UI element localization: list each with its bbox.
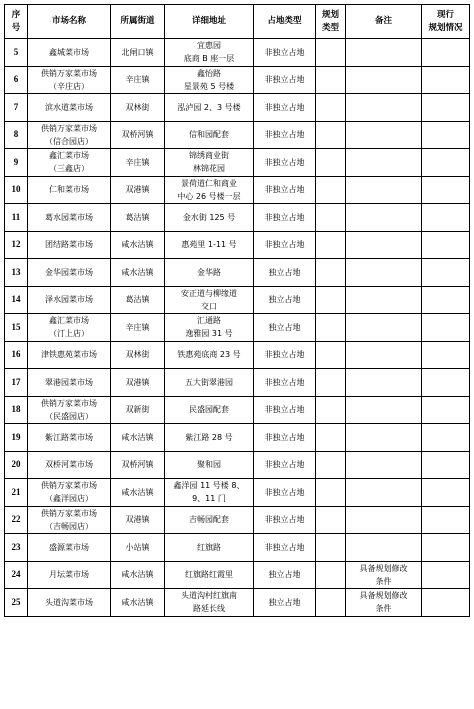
header-row [5,5,470,39]
cell-address: 惠苑里 1-11 号 [165,231,254,259]
table-row [5,259,470,287]
header-name: 市场名称 [28,5,111,39]
cell-address: 宜惠园 底商 B 座一层 [165,39,254,67]
cell-planning-type [316,341,346,369]
cell-seq: 15 [5,314,28,342]
cell-planning-type [316,561,346,589]
cell-address: 聚和园 [165,451,254,479]
cell-planning-type [316,231,346,259]
cell-seq: 9 [5,149,28,177]
cell-note [346,424,422,452]
cell-market-name: 滨水道菜市场 [28,94,111,122]
table-row [5,396,470,424]
table-row [5,589,470,617]
cell-current-status [422,94,470,122]
cell-note: 具备规划修改 条件 [346,561,422,589]
cell-address: 安正道与柳缘道 交口 [165,286,254,314]
table-row [5,176,470,204]
cell-address: 铁惠苑底商 23 号 [165,341,254,369]
cell-address: 吉畅园配套 [165,506,254,534]
cell-current-status [422,369,470,397]
table-row [5,506,470,534]
table-row [5,561,470,589]
cell-seq: 18 [5,396,28,424]
table-row [5,286,470,314]
cell-address: 金华路 [165,259,254,287]
cell-land-type: 非独立占地 [254,121,316,149]
table-row [5,39,470,67]
cell-current-status [422,341,470,369]
cell-note [346,149,422,177]
cell-planning-type [316,149,346,177]
cell-seq: 12 [5,231,28,259]
cell-seq: 19 [5,424,28,452]
cell-market-name: 头道沟菜市场 [28,589,111,617]
cell-address: 信和园配套 [165,121,254,149]
cell-street: 咸水沽镇 [111,231,165,259]
cell-market-name: 供销万家菜市场 （鑫洋园店） [28,479,111,507]
cell-seq: 23 [5,534,28,562]
cell-street: 双林街 [111,94,165,122]
cell-planning-type [316,66,346,94]
cell-street: 葛沽镇 [111,286,165,314]
cell-seq: 20 [5,451,28,479]
cell-seq: 6 [5,66,28,94]
cell-market-name: 葛水园菜市场 [28,204,111,232]
cell-planning-type [316,259,346,287]
table-row [5,94,470,122]
cell-seq: 24 [5,561,28,589]
table-row [5,149,470,177]
cell-note [346,506,422,534]
cell-planning-type [316,286,346,314]
cell-current-status [422,589,470,617]
table-row [5,314,470,342]
cell-current-status [422,451,470,479]
cell-street: 双港镇 [111,176,165,204]
cell-street: 双港镇 [111,506,165,534]
cell-seq: 21 [5,479,28,507]
cell-seq: 8 [5,121,28,149]
cell-current-status [422,424,470,452]
cell-street: 咸水沽镇 [111,589,165,617]
cell-address: 民盛园配套 [165,396,254,424]
cell-street: 北闸口镇 [111,39,165,67]
cell-seq: 13 [5,259,28,287]
cell-market-name: 鑫汇菜市场 （汀上店） [28,314,111,342]
table-row [5,231,470,259]
table-row [5,451,470,479]
cell-market-name: 仁和菜市场 [28,176,111,204]
cell-address: 泓泸园 2、3 号楼 [165,94,254,122]
cell-current-status [422,39,470,67]
cell-market-name: 翠港园菜市场 [28,369,111,397]
cell-current-status [422,396,470,424]
cell-planning-type [316,506,346,534]
cell-address: 金水街 125 号 [165,204,254,232]
header-planning-type: 规划 类型 [316,5,346,39]
market-table-container [4,4,470,617]
cell-market-name: 团结路菜市场 [28,231,111,259]
cell-seq: 11 [5,204,28,232]
cell-planning-type [316,39,346,67]
cell-note [346,341,422,369]
cell-street: 双桥河镇 [111,121,165,149]
cell-address: 景荷道仁和商业 中心 26 号楼一层 [165,176,254,204]
cell-current-status [422,534,470,562]
header-current-status: 现行 规划情况 [422,5,470,39]
cell-note [346,479,422,507]
cell-market-name: 供销万家菜市场 （辛庄店） [28,66,111,94]
cell-current-status [422,314,470,342]
table-row [5,341,470,369]
cell-current-status [422,176,470,204]
cell-note [346,39,422,67]
table-row [5,369,470,397]
cell-planning-type [316,534,346,562]
cell-street: 葛沽镇 [111,204,165,232]
cell-land-type: 非独立占地 [254,534,316,562]
cell-current-status [422,149,470,177]
cell-current-status [422,121,470,149]
cell-planning-type [316,589,346,617]
cell-address: 红旗路红霞里 [165,561,254,589]
cell-market-name: 供销万家菜市场 （信合园店） [28,121,111,149]
cell-planning-type [316,451,346,479]
cell-land-type: 非独立占地 [254,341,316,369]
cell-land-type: 非独立占地 [254,94,316,122]
table-row [5,424,470,452]
cell-address: 汇通路 逸雅园 31 号 [165,314,254,342]
cell-address: 鑫洋园 11 号楼 8、 9、11 门 [165,479,254,507]
cell-address: 鑫怡路 星景苑 5 号楼 [165,66,254,94]
cell-land-type: 非独立占地 [254,176,316,204]
cell-market-name: 月坛菜市场 [28,561,111,589]
cell-current-status [422,286,470,314]
cell-note [346,121,422,149]
cell-note [346,259,422,287]
cell-current-status [422,479,470,507]
cell-street: 双新街 [111,396,165,424]
cell-street: 双林街 [111,341,165,369]
cell-planning-type [316,396,346,424]
table-row [5,534,470,562]
cell-planning-type [316,479,346,507]
cell-planning-type [316,204,346,232]
cell-address: 五大街翠港园 [165,369,254,397]
cell-market-name: 金华园菜市场 [28,259,111,287]
cell-street: 小站镇 [111,534,165,562]
table-row [5,204,470,232]
cell-land-type: 非独立占地 [254,204,316,232]
cell-seq: 17 [5,369,28,397]
cell-street: 双港镇 [111,369,165,397]
cell-land-type: 独立占地 [254,259,316,287]
cell-address: 头道沟村红旗南 路延长线 [165,589,254,617]
header-street: 所属街道 [111,5,165,39]
cell-seq: 16 [5,341,28,369]
cell-street: 咸水沽镇 [111,259,165,287]
cell-address: 锦绣商业街 林锦花园 [165,149,254,177]
cell-market-name: 供销万家菜市场 （民盛园店） [28,396,111,424]
cell-seq: 14 [5,286,28,314]
cell-note [346,204,422,232]
cell-land-type: 非独立占地 [254,66,316,94]
cell-land-type: 非独立占地 [254,479,316,507]
cell-market-name: 盛源菜市场 [28,534,111,562]
table-row [5,479,470,507]
cell-current-status [422,259,470,287]
cell-land-type: 非独立占地 [254,424,316,452]
cell-planning-type [316,94,346,122]
cell-note [346,94,422,122]
market-table [4,4,470,617]
cell-market-name: 鑫城菜市场 [28,39,111,67]
cell-current-status [422,204,470,232]
cell-market-name: 津铁惠苑菜市场 [28,341,111,369]
table-body [5,39,470,617]
cell-planning-type [316,176,346,204]
cell-seq: 5 [5,39,28,67]
cell-current-status [422,506,470,534]
cell-planning-type [316,314,346,342]
cell-planning-type [316,121,346,149]
header-address: 详细地址 [165,5,254,39]
table-row [5,66,470,94]
cell-note [346,286,422,314]
cell-note [346,314,422,342]
cell-note [346,396,422,424]
cell-planning-type [316,369,346,397]
cell-note [346,451,422,479]
cell-note [346,176,422,204]
cell-market-name: 双桥河菜市场 [28,451,111,479]
cell-seq: 22 [5,506,28,534]
cell-note: 具备规划修改 条件 [346,589,422,617]
cell-market-name: 紫江路菜市场 [28,424,111,452]
header-note: 备注 [346,5,422,39]
cell-land-type: 非独立占地 [254,149,316,177]
cell-current-status [422,66,470,94]
cell-planning-type [316,424,346,452]
cell-street: 咸水沽镇 [111,561,165,589]
cell-land-type: 独立占地 [254,589,316,617]
cell-market-name: 泽水园菜市场 [28,286,111,314]
cell-current-status [422,231,470,259]
cell-seq: 25 [5,589,28,617]
cell-street: 辛庄镇 [111,66,165,94]
cell-street: 辛庄镇 [111,149,165,177]
cell-street: 辛庄镇 [111,314,165,342]
cell-land-type: 非独立占地 [254,39,316,67]
cell-seq: 7 [5,94,28,122]
cell-address: 紫江路 28 号 [165,424,254,452]
cell-land-type: 非独立占地 [254,369,316,397]
cell-land-type: 非独立占地 [254,506,316,534]
table-row [5,121,470,149]
cell-current-status [422,561,470,589]
cell-land-type: 独立占地 [254,286,316,314]
cell-address: 红旗路 [165,534,254,562]
cell-note [346,66,422,94]
cell-street: 咸水沽镇 [111,479,165,507]
cell-land-type: 独立占地 [254,314,316,342]
cell-note [346,534,422,562]
table-header [5,5,470,39]
cell-land-type: 非独立占地 [254,396,316,424]
cell-street: 双桥河镇 [111,451,165,479]
header-land-type: 占地类型 [254,5,316,39]
cell-seq: 10 [5,176,28,204]
cell-note [346,369,422,397]
header-seq: 序 号 [5,5,28,39]
cell-market-name: 供销万家菜市场 （吉畅园店） [28,506,111,534]
cell-note [346,231,422,259]
cell-market-name: 鑫汇菜市场 （三鑫店） [28,149,111,177]
cell-street: 咸水沽镇 [111,424,165,452]
cell-land-type: 非独立占地 [254,451,316,479]
cell-land-type: 非独立占地 [254,231,316,259]
cell-land-type: 独立占地 [254,561,316,589]
